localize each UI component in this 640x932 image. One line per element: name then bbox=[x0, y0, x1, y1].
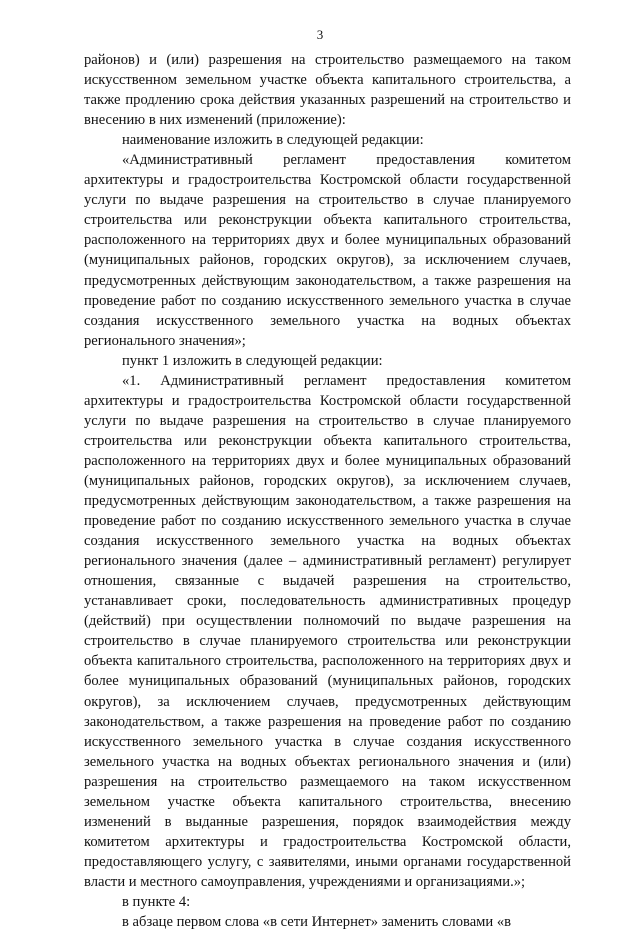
page-number: 3 bbox=[316, 27, 324, 42]
document-body bbox=[84, 50, 571, 932]
paragraph-item1-instruction: пункт 1 изложить в следующей редакции: bbox=[122, 352, 383, 369]
paragraph-name-instruction: наименование изложить в следующей редакции: bbox=[122, 132, 424, 149]
paragraph-first-subparagraph: в абзаце первом слова «в сети Интернет» заменить словами «в bbox=[122, 914, 512, 931]
paragraph-regulation-title: «Административный регламент предоставления комитетом архитектуры и градостроительства Костромской области государственной услуги по выдаче разрешения на строительство в случае планируемого строительства или реконструкции объекта капитального строительства, расположенного на территориях двух и более муниципальных образований (муниципальных районов, городских округов), за исключением случаев, предусмотренных действующим законодательством, а также разрешения на проведение работ по созданию искусственного земельного участка в случае создания искусственного земельного участка на водных объектах регионального значения»; bbox=[84, 152, 571, 349]
paragraph-item4-instruction: в пункте 4: bbox=[122, 893, 191, 910]
paragraph-item1-text: «1. Административный регламент предоставления комитетом архитектуры и градостроительства Костромской области государственной услуги по выдаче разрешения на строительство в случае планируемого строительства или реконструкции объекта капитального строительства, расположенного на территориях двух и более муниципальных образований (муниципальных районов, городских округов), за исключением случаев, предусмотренных действующим законодательством, а также разрешения на проведение работ по созданию искусственного земельного участка в случае создания искусственного земельного участка на водных объектах регионального значения (далее – административный регламент) регулирует отношения, связанные с выдачей разрешения на строительство, устанавливает сроки, последовательность административных процедур (действий) при осуществлении полномочий по выдаче разрешения на строительство в случае планируемого строительства или реконструкции объекта капитального строительства, расположенного на территориях двух и более муниципальных образований (муниципальных районов, городских округов), за исключением случаев, предусмотренных действующим законодательством, а также разрешения на проведение работ по созданию искусственного земельного участка в случае создания искусственного земельного участка на водных объектах регионального значения и (или) разрешения на строительство размещаемого на таком искусственном земельном участке объекта капитального строительства, внесению изменений в выданные разрешения, порядок взаимодействия между комитетом архитектуры и градостроительства Костромской области, предоставляющего услугу, с заявителями, иными органами государственной власти и местного самоуправления, учреждениями и организациями.»; bbox=[84, 372, 571, 890]
paragraph-continuation: районов) и (или) разрешения на строительство размещаемого на таком искусственном земельном участке объекта капитального строительства, а также продлению срока действия указанных разрешений на строительство и внесению в них изменений (приложение): bbox=[84, 52, 571, 129]
